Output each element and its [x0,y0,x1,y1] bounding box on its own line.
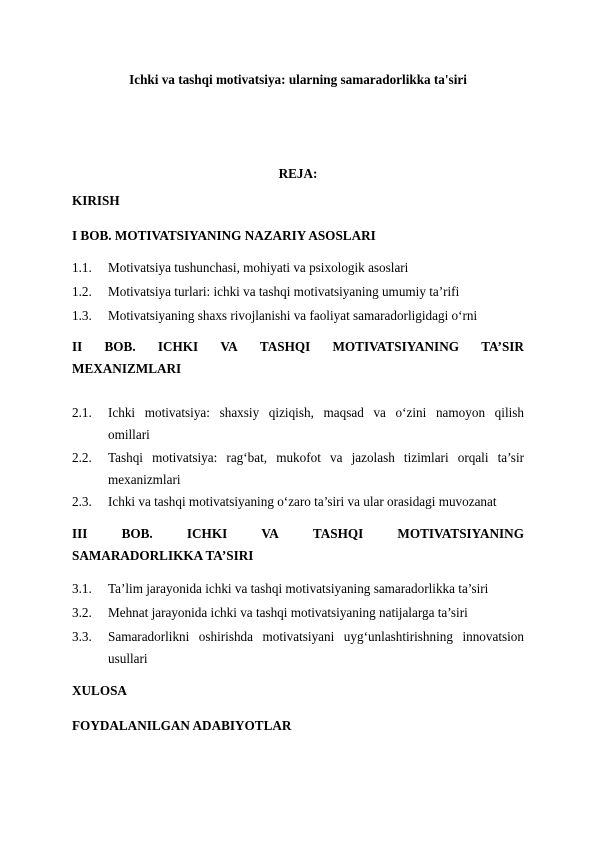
heading-word: BOB. [121,526,153,541]
item-text-line1: Samaradorlikni oshirishda motivatsiyani uyg‘unlashtirishning innovatsion [108,629,524,644]
item-number: 3.2. [72,605,92,620]
heading-word: ICHKI [186,526,228,541]
chapter3-heading-line2: SAMARADORLIKKA TA’SIRI [72,548,254,563]
item-text-line1: Tashqi motivatsiya: rag‘bat, mukofot va jazolash tizimlari orqali ta’sir [108,450,524,465]
chapter3-heading [72,523,524,567]
item-number: 1.3. [72,308,92,323]
document-title: Ichki va tashqi motivatsiya: ularning samaradorlikka ta'siri [129,72,467,87]
chapter1-heading: I BOB. MOTIVATSIYANING NAZARIY ASOSLARI [72,228,376,243]
toc-item [72,447,524,490]
references-heading: FOYDALANILGAN ADABIYOTLAR [72,718,292,733]
toc-item [72,281,524,303]
plan-heading: REJA: [278,166,318,181]
item-text-line2: omillari [108,426,150,442]
toc-item [72,578,524,600]
toc-item [72,402,524,445]
item-text-line2: usullari [108,650,148,666]
item-number: 1.2. [72,284,92,299]
heading-word: BOB. [104,339,136,354]
item-text-line2: mexanizmlari [108,471,181,487]
heading-word: TA’SIR [481,339,524,354]
heading-word: III [72,526,88,541]
heading-word: ICHKI [157,339,199,354]
toc-item [72,626,524,669]
item-number: 2.3. [72,494,92,509]
item-number: 1.1. [72,260,92,275]
item-number: 2.1. [72,405,92,420]
item-number: 3.1. [72,581,92,596]
heading-word: TASHQI [312,526,364,541]
intro-heading: KIRISH [72,193,120,208]
item-text: Mehnat jarayonida ichki va tashqi motivatsiyaning natijalarga ta’siri [108,605,468,620]
item-text: Motivatsiyaning shaxs rivojlanishi va faoliyat samaradorligidagi o‘rni [108,308,478,323]
chapter2-heading [72,336,524,380]
item-text-line1: Ichki motivatsiya: shaxsiy qiziqish, maqsad va o‘zini namoyon qilish [108,405,524,420]
chapter3-heading-line1 [72,523,524,545]
heading-word: TASHQI [259,339,311,354]
item-text: Motivatsiya turlari: ichki va tashqi motivatsiyaning umumiy ta’rifi [108,284,460,299]
item-number: 2.2. [72,450,92,465]
conclusion-heading: XULOSA [72,683,127,698]
chapter2-heading-line1 [72,336,524,358]
toc-item [72,602,524,624]
heading-word: VA [261,526,279,541]
toc-item [72,491,524,513]
item-text: Ta’lim jarayonida ichki va tashqi motivatsiyaning samaradorlikka ta’siri [108,581,489,596]
heading-word: VA [220,339,238,354]
item-text: Ichki va tashqi motivatsiyaning o‘zaro ta’siri va ular orasidagi muvozanat [108,494,497,509]
item-number: 3.3. [72,629,92,644]
toc-item [72,305,524,327]
toc-item [72,257,524,279]
item-text: Motivatsiya tushunchasi, mohiyati va psixologik asoslari [108,260,409,275]
heading-word: MOTIVATSIYANING [397,526,524,541]
heading-word: MOTIVATSIYANING [332,339,459,354]
heading-word: II [72,339,83,354]
chapter2-heading-line2: MEXANIZMLARI [72,361,182,376]
